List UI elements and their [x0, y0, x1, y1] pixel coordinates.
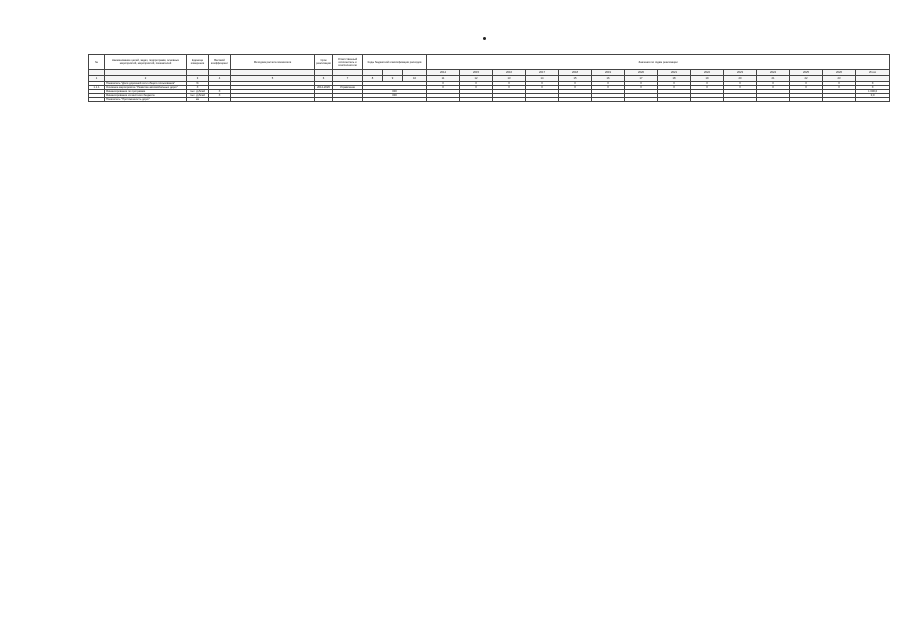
- row-value-cell: X: [592, 82, 625, 86]
- row-value-cell: [625, 98, 658, 102]
- row-value-cell: X: [460, 82, 493, 86]
- row-value-cell: X: [790, 82, 823, 86]
- row-value-cell: [790, 98, 823, 102]
- header-budget-codes: Коды бюджетной классификации расходов: [363, 55, 427, 70]
- header-responsible: Ответственный исполнитель и соисполнители: [333, 55, 363, 70]
- column-number-cell: 5: [231, 76, 315, 82]
- row-value-cell: X: [526, 86, 559, 90]
- row-method-cell: [231, 98, 315, 102]
- table-body: [89, 82, 890, 102]
- row-name-cell: Финансирование по программе: [105, 90, 187, 94]
- column-number-cell: 14: [526, 76, 559, 82]
- column-number-cell: 16: [592, 76, 625, 82]
- row-value-cell: X: [526, 82, 559, 86]
- row-unit-cell: X: [187, 86, 209, 90]
- row-value-cell: [757, 98, 790, 102]
- header-term: Срок реализации: [315, 55, 333, 70]
- row-value-cell: [427, 98, 460, 102]
- row-term-cell: 2014-2026: [315, 86, 333, 90]
- row-value-cell: X: [691, 82, 724, 86]
- row-responsible-cell: Управление: [333, 86, 363, 90]
- document-sheet: [88, 54, 878, 557]
- row-value-cell: X: [856, 86, 890, 90]
- year-cell: 2014: [427, 70, 460, 76]
- year-cell: 2015: [460, 70, 493, 76]
- column-number-cell: 8: [363, 76, 383, 82]
- column-number-cell: 4: [209, 76, 231, 82]
- column-number-cell: 18: [658, 76, 691, 82]
- year-cell: 2021: [658, 70, 691, 76]
- row-value-cell: [856, 98, 890, 102]
- year-cell: 2026: [823, 70, 856, 76]
- column-number-cell: 19: [691, 76, 724, 82]
- column-number-cell: 11: [427, 76, 460, 82]
- program-table: [88, 54, 890, 102]
- column-number-cell: 9: [383, 76, 403, 82]
- row-unit-cell: %: [187, 82, 209, 86]
- column-number-cell: 22: [790, 76, 823, 82]
- row-value-cell: X: [658, 82, 691, 86]
- column-number-cell: 3: [187, 76, 209, 82]
- speck-mark: [483, 37, 486, 40]
- year-cell: 2025: [790, 70, 823, 76]
- row-code-cell: 000: [363, 94, 427, 98]
- year-cell: 2024: [757, 70, 790, 76]
- column-number-cell: 21: [757, 76, 790, 82]
- header-method: Методика расчета показателя: [231, 55, 315, 70]
- column-number-cell: 10: [403, 76, 427, 82]
- row-value-cell: X: [625, 86, 658, 90]
- row-value-cell: X: [691, 86, 724, 90]
- row-value-cell: X: [427, 82, 460, 86]
- row-value-cell: [658, 98, 691, 102]
- row-value-cell: X: [790, 86, 823, 90]
- column-number-cell: 23: [823, 76, 856, 82]
- year-cell: 2020: [625, 70, 658, 76]
- row-name-cell: Основное мероприятие "Развитие автомобильных дорог": [105, 86, 187, 90]
- row-value-cell: X: [559, 82, 592, 86]
- column-number-cell: 2: [105, 76, 187, 82]
- row-code-cell: [363, 98, 427, 102]
- row-value-cell: 0,0: [856, 94, 890, 98]
- row-value-cell: X: [493, 82, 526, 86]
- year-cell: 2017: [526, 70, 559, 76]
- header-weight: Весовой коэффициент: [209, 55, 231, 70]
- column-number-cell: 17: [625, 76, 658, 82]
- row-weight-cell: X: [209, 94, 231, 98]
- row-value-cell: X: [559, 86, 592, 90]
- column-number-cell: 7: [333, 76, 363, 82]
- year-cell: 2016: [493, 70, 526, 76]
- row-value-cell: [559, 98, 592, 102]
- header-unit: Единица измерения: [187, 55, 209, 70]
- row-value-cell: X: [823, 82, 856, 86]
- row-value-cell: [592, 98, 625, 102]
- row-value-cell: X: [823, 86, 856, 90]
- row-responsible-cell: [333, 98, 363, 102]
- header-name: Наименование целей, задач, подпрограмм, основных мероприятий, мероприятий, показателей: [105, 55, 187, 70]
- year-cell: 2023: [724, 70, 757, 76]
- row-unit-cell: км: [187, 98, 209, 102]
- row-value-cell: X: [658, 86, 691, 90]
- column-number-cell: 12: [460, 76, 493, 82]
- row-value-cell: X: [427, 86, 460, 90]
- row-value-cell: X: [625, 82, 658, 86]
- year-cell: 2019: [592, 70, 625, 76]
- year-cell: 2022: [691, 70, 724, 76]
- row-weight-cell: [209, 98, 231, 102]
- row-value-cell: X: [460, 86, 493, 90]
- row-term-cell: [315, 98, 333, 102]
- row-name-cell: Показатель "Протяженность дорог": [105, 98, 187, 102]
- row-value-cell: X: [724, 86, 757, 90]
- row-value-cell: [823, 98, 856, 102]
- row-unit-cell: тыс. рублей: [187, 90, 209, 94]
- column-number-cell: 13: [493, 76, 526, 82]
- row-unit-cell: тыс. рублей: [187, 94, 209, 98]
- column-number-cell: 15: [559, 76, 592, 82]
- row-value-cell: X: [856, 82, 890, 86]
- row-value-cell: X: [724, 82, 757, 86]
- row-value-cell: [526, 98, 559, 102]
- table-row: [89, 98, 890, 102]
- row-value-cell: X: [592, 86, 625, 90]
- row-code-cell: 000: [363, 90, 427, 94]
- row-value-cell: [460, 98, 493, 102]
- row-value-cell: [493, 98, 526, 102]
- year-cell: Итого: [856, 70, 890, 76]
- row-value-cell: X: [757, 82, 790, 86]
- row-number-cell: 1.1.1: [89, 86, 105, 90]
- header-values: Значения по годам реализации: [427, 55, 890, 70]
- row-name-cell: Показатель "Доля дорожной сети общего пользования": [105, 82, 187, 86]
- column-number-cell: 6: [315, 76, 333, 82]
- row-number-cell: [89, 98, 105, 102]
- row-value-cell: 1 000,0: [856, 90, 890, 94]
- row-weight-cell: X: [209, 90, 231, 94]
- header-no: №: [89, 55, 105, 70]
- row-name-cell: Финансирование из местного бюджета: [105, 94, 187, 98]
- row-value-cell: [724, 98, 757, 102]
- row-value-cell: [691, 98, 724, 102]
- row-value-cell: X: [757, 86, 790, 90]
- year-cell: 2018: [559, 70, 592, 76]
- column-number-cell: 1: [89, 76, 105, 82]
- column-number-cell: 20: [724, 76, 757, 82]
- row-value-cell: X: [493, 86, 526, 90]
